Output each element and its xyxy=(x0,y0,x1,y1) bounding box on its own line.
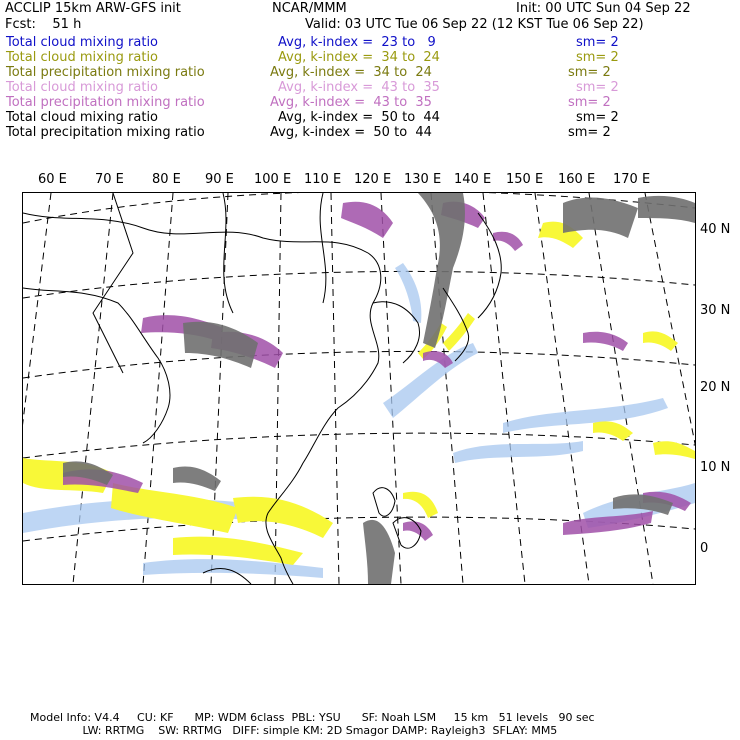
field-avg: Avg, k-index = 43 to 35 xyxy=(270,95,432,110)
lat-line xyxy=(23,351,695,378)
field-name: Total precipitation mixing ratio xyxy=(6,65,205,80)
coastlines xyxy=(23,193,501,584)
lon-label: 130 E xyxy=(404,172,442,187)
field-sm: sm= 2 xyxy=(576,110,619,125)
model-info-line-2: LW: RRTMG SW: RRTMG DIFF: simple KM: 2D Smagor DAMP: Rayleigh3 SFLAY: MM5 xyxy=(30,724,558,737)
field-sm: sm= 2 xyxy=(568,125,611,140)
field-sm: sm= 2 xyxy=(576,35,619,50)
field-name: Total precipitation mixing ratio xyxy=(6,95,205,110)
lon-label: 150 E xyxy=(506,172,544,187)
field-avg: Avg, k-index = 43 to 35 xyxy=(278,80,440,95)
lon-line xyxy=(331,193,339,584)
lon-line xyxy=(275,193,281,584)
lon-label: 90 E xyxy=(205,172,234,187)
lon-line xyxy=(483,193,525,584)
precip-purple-areas xyxy=(63,202,691,541)
forecast-hour: Fcst: 51 h xyxy=(5,17,82,32)
lat-line xyxy=(23,271,695,298)
lon-label: 60 E xyxy=(38,172,67,187)
lat-label: 40 N xyxy=(700,222,731,237)
map-panel xyxy=(22,192,696,585)
field-name: Total cloud mixing ratio xyxy=(6,35,159,50)
lon-label: 170 E xyxy=(613,172,651,187)
lat-label: 10 N xyxy=(700,460,731,475)
lon-line xyxy=(381,193,401,584)
lon-line xyxy=(143,193,173,584)
lon-label: 110 E xyxy=(304,172,342,187)
lat-label: 30 N xyxy=(700,303,731,318)
lon-label: 80 E xyxy=(152,172,181,187)
map-canvas xyxy=(23,193,695,584)
field-avg: Avg, k-index = 50 to 44 xyxy=(278,110,440,125)
lon-line xyxy=(73,193,113,584)
field-avg: Avg, k-index = 34 to 24 xyxy=(278,50,440,65)
lon-label: 70 E xyxy=(95,172,124,187)
field-avg: Avg, k-index = 50 to 44 xyxy=(270,125,432,140)
init-time: Init: 00 UTC Sun 04 Sep 22 xyxy=(516,1,691,16)
lat-label: 0 xyxy=(700,541,709,556)
lon-label: 140 E xyxy=(454,172,492,187)
model-title: ACCLIP 15km ARW-GFS init xyxy=(5,1,181,16)
field-name: Total cloud mixing ratio xyxy=(6,110,159,125)
field-avg: Avg, k-index = 34 to 24 xyxy=(270,65,432,80)
field-sm: sm= 2 xyxy=(576,50,619,65)
lon-label: 160 E xyxy=(558,172,596,187)
field-sm: sm= 2 xyxy=(568,95,611,110)
field-name: Total cloud mixing ratio xyxy=(6,80,159,95)
field-avg: Avg, k-index = 23 to 9 xyxy=(278,35,436,50)
lat-label: 20 N xyxy=(700,380,731,395)
lon-label: 100 E xyxy=(254,172,292,187)
organization-label: NCAR/MMM xyxy=(272,1,347,16)
lon-label: 120 E xyxy=(354,172,392,187)
model-info-line-1: Model Info: V4.4 CU: KF MP: WDM 6class PBL: YSU SF: Noah LSM 15 km 51 levels 90 sec xyxy=(30,711,595,724)
valid-time: Valid: 03 UTC Tue 06 Sep 22 (12 KST Tue 06 Sep 22) xyxy=(305,17,644,32)
lat-line xyxy=(23,433,695,458)
field-name: Total precipitation mixing ratio xyxy=(6,125,205,140)
field-sm: sm= 2 xyxy=(576,80,619,95)
field-sm: sm= 2 xyxy=(568,65,611,80)
field-name: Total cloud mixing ratio xyxy=(6,50,159,65)
